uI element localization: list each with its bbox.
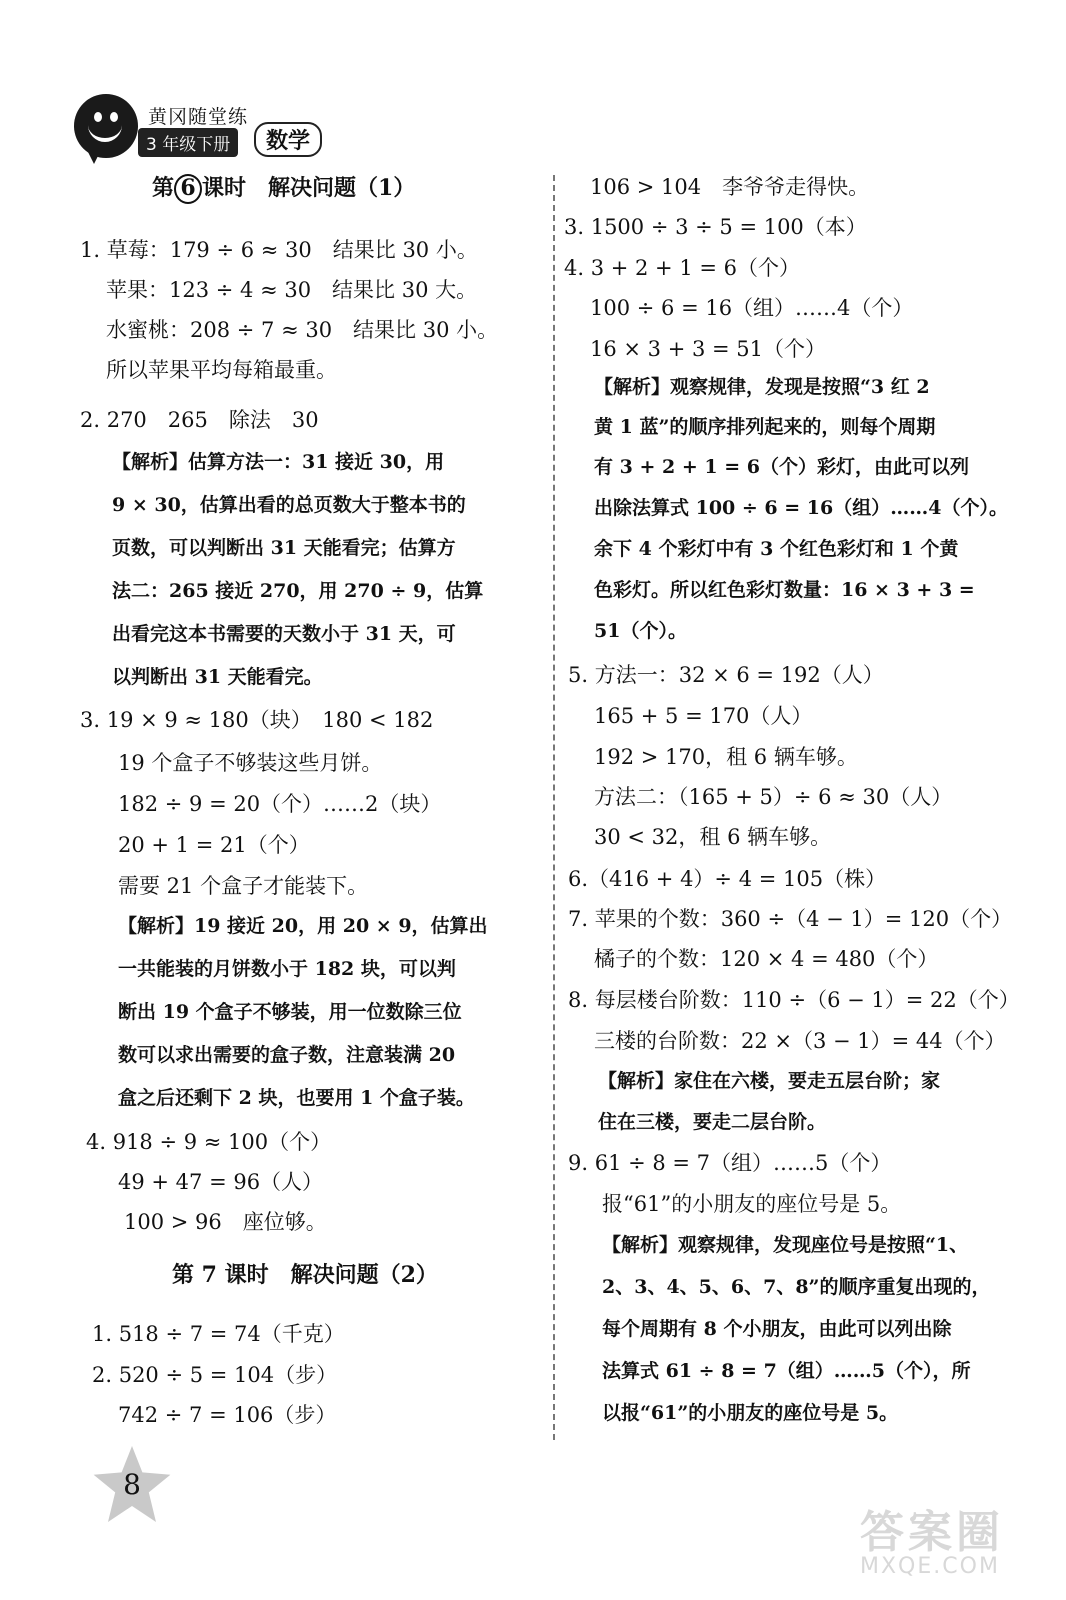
analysis-line: 以判断出 31 天能看完。	[112, 666, 323, 688]
analysis-line: 【解析】观察规律，发现是按照“3 红 2	[594, 376, 930, 398]
answer-line: 49 + 47 = 96（人）	[118, 1170, 324, 1194]
lesson6-title: 第 6 课时 解决问题（1）	[152, 172, 415, 204]
analysis-line: 【解析】观察规律，发现座位号是按照“1、	[602, 1234, 969, 1256]
analysis-line: 出除法算式 100 ÷ 6 = 16（组）……4（个）。	[594, 497, 1008, 519]
answer-line: 5. 方法一：32 × 6 = 192（人）	[568, 663, 884, 687]
answer-line: 需要 21 个盒子才能装下。	[118, 874, 369, 898]
answer-line: 742 ÷ 7 = 106（步）	[118, 1403, 337, 1427]
answer-line: 106 > 104 李爷爷走得快。	[590, 175, 870, 199]
answer-line: 165 + 5 = 170（人）	[594, 704, 813, 728]
analysis-line: 【解析】估算方法一：31 接近 30，用	[112, 451, 445, 473]
answer-line: 2. 270 265 除法 30	[80, 408, 319, 432]
analysis-line: 2、3、4、5、6、7、8”的顺序重复出现的，	[602, 1276, 991, 1298]
column-divider	[553, 175, 555, 1440]
answer-line: 水蜜桃：208 ÷ 7 ≈ 30 结果比 30 小。	[106, 318, 499, 342]
analysis-line: 出看完这本书需要的天数小于 31 天，可	[112, 623, 456, 645]
answer-line: 4. 3 + 2 + 1 = 6（个）	[564, 256, 800, 280]
analysis-line: 页数，可以判断出 31 天能看完；估算方	[112, 537, 456, 559]
answer-line: 2. 520 ÷ 5 = 104（步）	[92, 1363, 338, 1387]
answer-line: 3. 1500 ÷ 3 ÷ 5 = 100（本）	[564, 215, 867, 239]
analysis-line: 51（个）。	[594, 620, 687, 642]
analysis-line: 黄 1 蓝”的顺序排列起来的，则每个周期	[594, 416, 936, 438]
analysis-line: 断出 19 个盒子不够装，用一位数除三位	[118, 1001, 462, 1023]
answer-line: 182 ÷ 9 = 20（个）……2（块）	[118, 792, 442, 816]
answer-line: 9. 61 ÷ 8 = 7（组）……5（个）	[568, 1151, 892, 1175]
analysis-line: 有 3 + 2 + 1 = 6（个）彩灯，由此可以列	[594, 456, 969, 478]
page-number: 8	[123, 1468, 141, 1501]
analysis-line: 【解析】家住在六楼，要走五层台阶；家	[598, 1070, 941, 1092]
analysis-line: 盒之后还剩下 2 块，也要用 1 个盒子装。	[118, 1087, 475, 1109]
analysis-line: 一共能装的月饼数小于 182 块，可以判	[118, 958, 456, 980]
analysis-line: 法二：265 接近 270，用 270 ÷ 9，估算	[112, 580, 484, 602]
analysis-line: 色彩灯。所以红色彩灯数量：16 × 3 + 3 =	[594, 579, 975, 601]
answer-line: 30 < 32，租 6 辆车够。	[594, 825, 832, 849]
answer-line: 所以苹果平均每箱最重。	[106, 358, 337, 382]
watermark-text: 答案圈	[860, 1507, 1004, 1558]
answer-line: 报“61”的小朋友的座位号是 5。	[602, 1192, 902, 1216]
answer-line: 三楼的台阶数：22 ×（3 − 1）= 44（个）	[594, 1029, 1006, 1053]
analysis-line: 【解析】19 接近 20，用 20 × 9，估算出	[118, 915, 488, 937]
smiley-logo-icon	[74, 94, 138, 158]
answer-line: 20 + 1 = 21（个）	[118, 833, 310, 857]
grade-label: 3 年级下册	[138, 128, 238, 157]
analysis-line: 9 × 30，估算出看的总页数大于整本书的	[112, 494, 466, 516]
answer-line: 16 × 3 + 3 = 51（个）	[590, 337, 827, 361]
lesson-number-circle: 6	[174, 174, 202, 204]
answer-line: 100 ÷ 6 = 16（组）……4（个）	[590, 296, 914, 320]
answer-line: 8. 每层楼台阶数：110 ÷（6 − 1）= 22（个）	[568, 988, 1020, 1012]
analysis-line: 以报“61”的小朋友的座位号是 5。	[602, 1402, 899, 1424]
answer-line: 7. 苹果的个数：360 ÷（4 − 1）= 120（个）	[568, 907, 1013, 931]
lesson7-title: 第 7 课时 解决问题（2）	[172, 1262, 438, 1288]
page-number-star	[92, 1446, 172, 1526]
brand-title: 黄冈随堂练	[148, 106, 249, 128]
analysis-line: 数可以求出需要的盒子数，注意装满 20	[118, 1044, 456, 1066]
answer-line: 4. 918 ÷ 9 ≈ 100（个）	[86, 1130, 332, 1154]
answer-line: 3. 19 × 9 ≈ 180（块） 180 < 182	[80, 708, 434, 732]
answer-line: 1. 草莓：179 ÷ 6 ≈ 30 结果比 30 小。	[80, 238, 478, 262]
watermark-url: MXQE.COM	[860, 1554, 1000, 1579]
analysis-line: 每个周期有 8 个小朋友，由此可以列出除	[602, 1318, 952, 1340]
answer-line: 100 > 96 座位够。	[124, 1210, 327, 1234]
analysis-line: 住在三楼，要走二层台阶。	[598, 1111, 827, 1133]
book-header	[70, 86, 340, 166]
answer-line: 192 > 170，租 6 辆车够。	[594, 745, 858, 769]
answer-line: 橘子的个数：120 × 4 = 480（个）	[594, 947, 939, 971]
answer-line: 苹果：123 ÷ 4 ≈ 30 结果比 30 大。	[106, 278, 478, 302]
answer-line: 方法二：（165 + 5）÷ 6 ≈ 30（人）	[594, 785, 953, 809]
subject-label: 数学	[254, 122, 322, 157]
analysis-line: 余下 4 个彩灯中有 3 个红色彩灯和 1 个黄	[594, 538, 959, 560]
watermark	[860, 1496, 1004, 1579]
answer-line: 6.（416 + 4）÷ 4 = 105（株）	[568, 867, 887, 891]
analysis-line: 法算式 61 ÷ 8 = 7（组）……5（个），所	[602, 1360, 971, 1382]
answer-line: 1. 518 ÷ 7 = 74（千克）	[92, 1322, 345, 1346]
answer-line: 19 个盒子不够装这些月饼。	[118, 751, 383, 775]
